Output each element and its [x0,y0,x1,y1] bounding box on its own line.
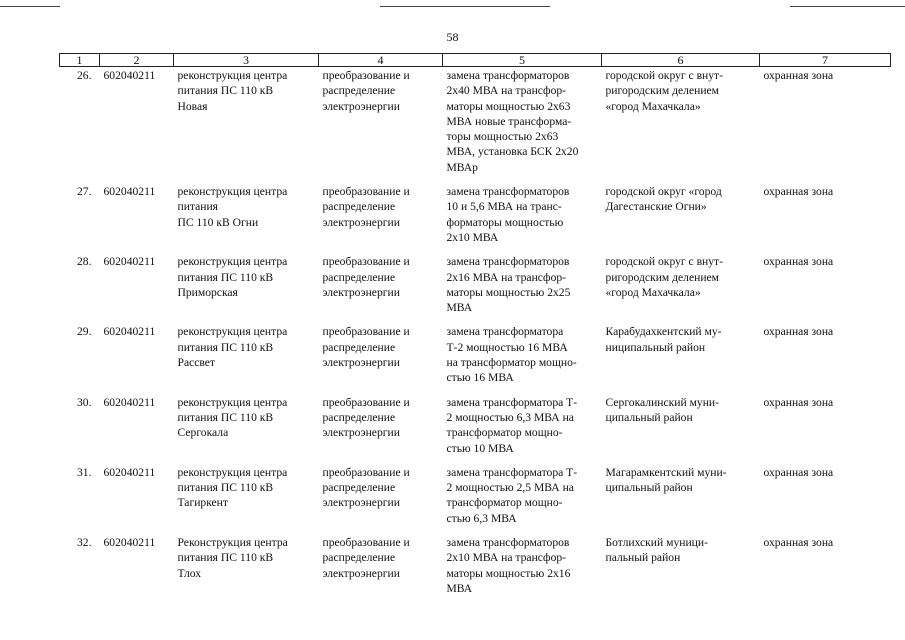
object-location [602,323,760,393]
object-name-line: реконструкция центра [177,255,288,269]
object-purpose-line: электроэнергии [322,356,400,370]
object-location-line: Сергокалинский муни- [605,395,719,409]
object-zone: охранная зона [763,325,834,339]
object-name [174,253,319,323]
object-works-line: замена трансформатора Т- [446,465,578,479]
object-purpose [319,323,443,393]
object-works-line: МВА [446,301,473,315]
table-row [60,253,891,323]
object-location-line: Дагестанские Огни» [605,200,707,214]
object-purpose-line: электроэнергии [322,496,400,510]
table-row [60,534,891,604]
object-code: 602040211 [103,395,156,409]
object-name-line: питания ПС 110 кВ [177,481,274,495]
object-purpose-line: распределение [322,270,396,284]
object-works [443,534,602,604]
object-works-line: замена трансформатора [446,325,564,339]
table-row [60,394,891,464]
table-body [60,67,891,605]
object-purpose-line: распределение [322,84,396,98]
object-name-line: реконструкция центра [177,185,288,199]
table-row [60,67,891,184]
object-purpose-line: преобразование и [322,325,410,339]
header-cell: 2 [100,54,174,67]
object-name [174,534,319,604]
row-number: 26. [77,69,92,82]
top-rule-center [380,6,550,7]
object-purpose [319,183,443,253]
object-location-line: ципальный район [605,481,693,495]
object-purpose-line: преобразование и [322,69,410,82]
object-works-line: стью 10 МВА [446,441,514,455]
object-works [443,67,602,184]
object-works-line: замена трансформатора Т- [446,395,578,409]
object-purpose-line: электроэнергии [322,99,400,113]
object-location [602,464,760,534]
object-works-line: 2х10 МВА на трансфор- [446,551,567,565]
table-row [60,183,891,253]
row-number: 30. [77,395,92,409]
object-works-line: МВА [446,581,473,595]
object-purpose [319,394,443,464]
object-name [174,464,319,534]
object-name-line: Новая [177,99,208,113]
object-works [443,253,602,323]
object-location-line: «город Махачкала» [605,99,701,113]
object-works-line: форматоры мощностью [446,215,564,229]
object-location [602,67,760,184]
object-works-line: 2х10 МВА [446,230,499,244]
object-name-line: реконструкция центра [177,395,288,409]
object-works-line: замена трансформаторов [446,536,570,550]
object-works-line: торы мощностью 2х63 [446,130,559,144]
object-purpose-line: распределение [322,200,396,214]
header-cell: 6 [602,54,760,67]
object-name-line: реконструкция центра [177,325,288,339]
object-works-line: 2х16 МВА на трансфор- [446,270,567,284]
registry-table [59,53,891,604]
row-number: 27. [77,185,92,199]
object-name-line: питания [177,200,219,214]
object-location-line: ригородским делением [605,84,720,98]
object-works-line: стью 16 МВА [446,371,514,385]
row-number: 29. [77,325,92,339]
row-number: 28. [77,255,92,269]
object-location [602,534,760,604]
object-works-line: 10 и 5,6 МВА на транс- [446,200,562,214]
object-name-line: ПС 110 кВ Огни [177,215,259,229]
object-purpose-line: преобразование и [322,395,410,409]
top-rule-left [0,6,60,7]
object-location-line: ригородским делением [605,270,720,284]
page-number: 58 [446,30,459,44]
object-purpose-line: распределение [322,551,396,565]
object-purpose-line: электроэнергии [322,426,400,440]
object-location-line: Ботлихский муници- [605,536,708,550]
object-works-line: маторы мощностью 2х16 [446,566,571,580]
object-location-line: «город Махачкала» [605,285,701,299]
object-works-line: маторы мощностью 2х25 [446,285,571,299]
object-purpose [319,534,443,604]
object-location [602,253,760,323]
object-works-line: 2 мощностью 2,5 МВА на [446,481,574,495]
object-purpose-line: электроэнергии [322,566,400,580]
header-cell: 1 [60,54,100,67]
object-location-line: городской округ с внут- [605,255,723,269]
header-cell: 5 [443,54,602,67]
object-zone: охранная зона [763,536,834,550]
object-zone: охранная зона [763,395,834,409]
object-purpose [319,253,443,323]
object-works-line: МВА новые трансформа- [446,114,572,128]
object-works-line: трансформатор мощно- [446,426,563,440]
object-works-line: на трансформатор мощно- [446,356,577,370]
object-location-line: городской округ с внут- [605,69,723,82]
object-works-line: замена трансформаторов [446,255,570,269]
object-name-line: Приморская [177,285,238,299]
top-rule-right [790,6,905,7]
object-name-line: питания ПС 110 кВ [177,410,274,424]
object-code: 602040211 [103,255,156,269]
header-cell: 7 [760,54,891,67]
registry-table-wrap [59,53,890,604]
object-code: 602040211 [103,325,156,339]
object-purpose [319,464,443,534]
object-name [174,67,319,184]
object-location-line: городской округ «город [605,185,722,199]
object-works-line: маторы мощностью 2х63 [446,99,571,113]
object-works-line: стью 6,3 МВА [446,511,517,525]
object-purpose-line: преобразование и [322,185,410,199]
column-number-header [60,54,891,67]
object-location-line: ниципальный район [605,340,706,354]
object-purpose-line: распределение [322,410,396,424]
object-location [602,394,760,464]
object-name [174,323,319,393]
object-zone: охранная зона [763,465,834,479]
object-zone: охранная зона [763,185,834,199]
object-location [602,183,760,253]
object-code: 602040211 [103,185,156,199]
object-code: 602040211 [103,536,156,550]
object-works-line: МВАр [446,160,478,174]
row-number: 32. [77,536,92,550]
object-zone: охранная зона [763,69,834,82]
object-purpose-line: электроэнергии [322,285,400,299]
object-name-line: питания ПС 110 кВ [177,270,274,284]
header-cell: 3 [174,54,319,67]
object-works-line: замена трансформаторов [446,69,570,82]
object-purpose-line: преобразование и [322,465,410,479]
object-zone: охранная зона [763,255,834,269]
object-works-line: трансформатор мощно- [446,496,563,510]
object-name-line: Рассвет [177,356,216,370]
object-code: 602040211 [103,69,156,82]
header-cell: 4 [319,54,443,67]
object-name-line: Тлох [177,566,202,580]
object-location-line: Карабудахкентский му- [605,325,722,339]
object-name-line: Тагиркент [177,496,228,510]
object-name-line: реконструкция центра [177,465,288,479]
object-purpose-line: преобразование и [322,536,410,550]
object-works [443,183,602,253]
object-purpose-line: распределение [322,340,396,354]
object-works-line: 2х40 МВА на трансфор- [446,84,567,98]
object-works [443,464,602,534]
row-number: 31. [77,465,92,479]
object-name-line: питания ПС 110 кВ [177,84,274,98]
object-location-line: Магарамкентский муни- [605,465,727,479]
table-row [60,323,891,393]
object-location-line: пальный район [605,551,681,565]
object-purpose-line: распределение [322,481,396,495]
object-purpose-line: преобразование и [322,255,410,269]
object-works-line: 2 мощностью 6,3 МВА на [446,410,574,424]
object-name-line: питания ПС 110 кВ [177,340,274,354]
object-name-line: Сергокала [177,426,229,440]
object-name-line: питания ПС 110 кВ [177,551,274,565]
object-works [443,394,602,464]
object-purpose [319,67,443,184]
object-works-line: МВА, установка БСК 2х20 [446,145,579,159]
object-location-line: ципальный район [605,410,693,424]
object-name-line: реконструкция центра [177,69,288,82]
object-code: 602040211 [103,465,156,479]
object-name [174,394,319,464]
object-name [174,183,319,253]
object-works [443,323,602,393]
object-works-line: замена трансформаторов [446,185,570,199]
object-purpose-line: электроэнергии [322,215,400,229]
object-name-line: Реконструкция центра [177,536,288,550]
table-row [60,464,891,534]
object-works-line: Т-2 мощностью 16 МВА [446,340,568,354]
